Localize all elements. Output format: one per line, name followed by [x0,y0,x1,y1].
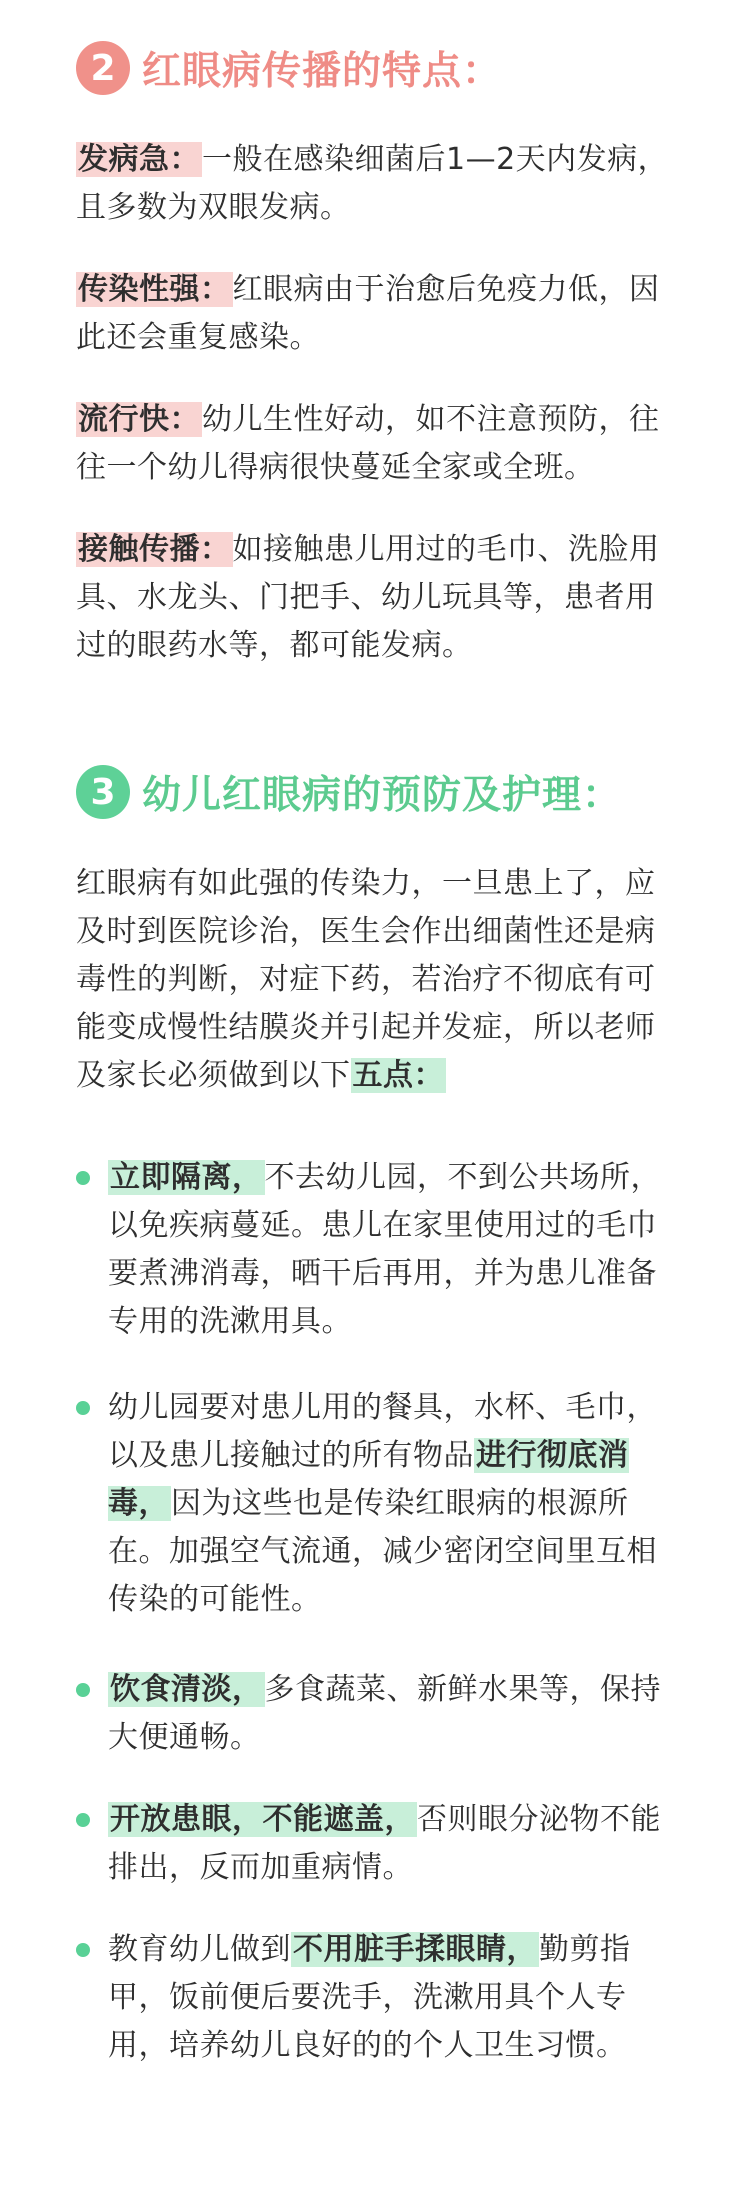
list-item-text [108,1154,676,1346]
section-number-badge: 2 [76,41,130,95]
feature-paragraph [76,136,676,232]
feature-label: 接触传播： [78,532,231,567]
bullet-pre: 教育幼儿做到 [108,1932,291,1967]
list-item-text [108,1926,676,2070]
list-item-text [108,1666,676,1762]
list-item-text [108,1796,676,1892]
bullet-dot-icon [76,1943,90,1957]
feature-text: 一般在感染细菌后1—2天内发病，且多数为双眼发病。 [76,142,669,225]
bullet-dot-icon [76,1401,90,1415]
list-item-text [108,1384,676,1624]
list-item [76,1926,676,2070]
bullet-post: 否则眼分泌物不能排出，反而加重病情。 [108,1802,661,1885]
feature-label: 传染性强： [78,272,231,307]
feature-paragraph [76,526,676,670]
section-3-header [76,764,622,820]
list-item [76,1154,676,1346]
bullet-highlight: 不用脏手揉眼睛， [293,1932,537,1967]
bullet-dot-icon [76,1683,90,1697]
intro-highlight: 五点： [352,1058,444,1093]
intro-paragraph [76,860,676,1100]
feature-paragraph [76,396,676,492]
section-title: 红眼病传播的特点： [142,49,503,94]
bullet-highlight: 开放患眼，不能遮盖， [110,1802,415,1837]
feature-text: 如接触患儿用过的毛巾、洗脸用具、水龙头、门把手、幼儿玩具等，患者用过的眼药水等，都可能发病。 [76,532,660,663]
list-item [76,1384,676,1624]
bullet-highlight: 饮食清淡， [110,1672,263,1707]
bullet-highlight: 进行彻底消毒， [108,1438,629,1521]
feature-label: 发病急： [78,142,200,177]
bullet-dot-icon [76,1813,90,1827]
list-item [76,1796,676,1892]
list-item [76,1666,676,1762]
feature-label: 流行快： [78,402,200,437]
feature-text: 幼儿生性好动，如不注意预防，往往一个幼儿得病很快蔓延全家或全班。 [76,402,660,485]
section-title: 幼儿红眼病的预防及护理： [142,773,623,818]
feature-paragraph [76,266,676,362]
section-number-badge: 3 [76,765,130,819]
section-2-header [76,40,502,96]
bullet-post: 因为这些也是传染红眼病的根源所在。加强空气流通，减少密闭空间里互相传染的可能性。 [108,1486,657,1617]
bullet-pre: 幼儿园要对患儿用的餐具，水杯、毛巾，以及患儿接触过的所有物品 [108,1390,657,1473]
bullet-post: 勤剪指甲，饭前便后要洗手，洗漱用具个人专用，培养幼儿良好的的个人卫生习惯。 [108,1932,631,2063]
feature-text: 红眼病由于治愈后免疫力低，因此还会重复感染。 [76,272,660,355]
bullet-post: 多食蔬菜、新鲜水果等，保持大便通畅。 [108,1672,661,1755]
bullet-dot-icon [76,1171,90,1185]
bullet-post: 不去幼儿园，不到公共场所，以免疾病蔓延。患儿在家里使用过的毛巾要煮沸消毒，晒干后再用，并为患儿准备专用的洗漱用具。 [108,1160,661,1339]
intro-text: 红眼病有如此强的传染力，一旦患上了，应及时到医院诊治，医生会作出细菌性还是病毒性的判断，对症下药，若治疗不彻底有可能变成慢性结膜炎并引起并发症，所以老师及家长必须做到以下 [76,866,656,1093]
bullet-highlight: 立即隔离， [110,1160,263,1195]
